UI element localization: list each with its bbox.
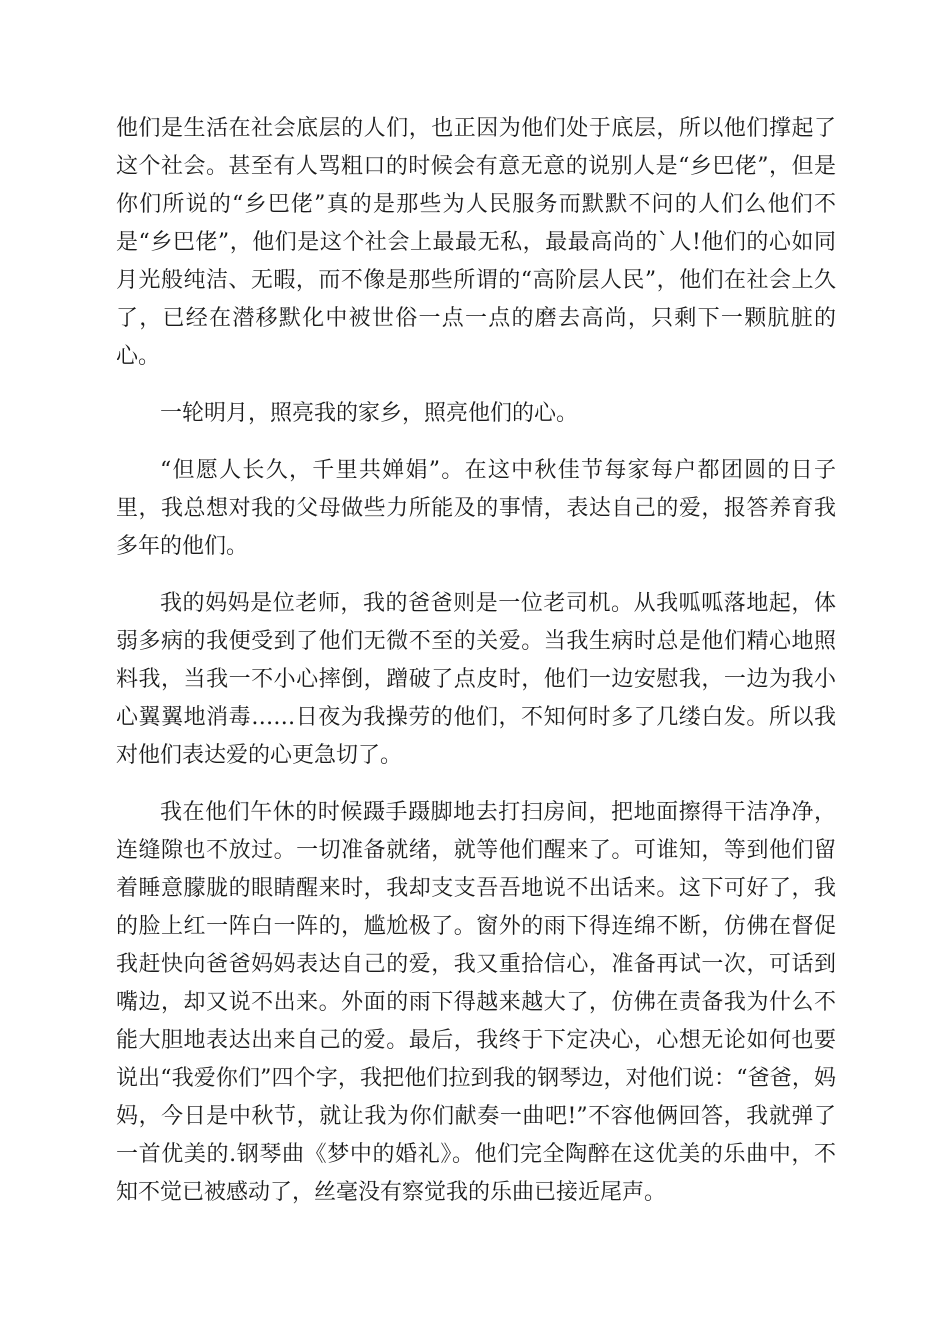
document-body [116,110,836,1231]
paragraph-2: 一轮明月，照亮我的家乡，照亮他们的心。 [160,401,579,426]
paragraph-5: 我在他们午休的时候蹑手蹑脚地去打扫房间，把地面擦得干洁净净，连缝隙也不放过。一切准备就绪，就等他们醒来了。可谁知，等到他们留着睡意朦胧的眼睛醒来时，我却支支吾吾地说不出话来。这下可好了，我的脸上红一阵白一阵的，尴尬极了。窗外的雨下得连绵不断，仿佛在督促我赶快向爸爸妈妈表达自己的爱，我又重拾信心，准备再试一次，可话到嘴边，却又说不出来。外面的雨下得越来越大了，仿佛在责备我为什么不能大胆地表达出来自己的爱。最后，我终于下定决心，心想无论如何也要说出“我爱你们”四个字，我把他们拉到我的钢琴边，对他们说：“爸爸，妈妈，今日是中秋节，就让我为你们献奏一曲吧!”不容他俩回答，我就弹了一首优美的.钢琴曲《梦中的婚礼》。他们完全陶醉在这优美的乐曲中，不知不觉已被感动了，丝毫没有察觉我的乐曲已接近尾声。 [116,800,836,1205]
paragraph-3: “但愿人长久，千里共婵娟”。在这中秋佳节每家每户都团圆的日子里，我总想对我的父母做些力所能及的事情，表达自己的爱，报答养育我多年的他们。 [116,458,836,559]
paragraph-1: 他们是生活在社会底层的人们，也正因为他们处于底层，所以他们撑起了这个社会。甚至有人骂粗口的时候会有意无意的说别人是“乡巴佬”，但是你们所说的“乡巴佬”真的是那些为人民服务而默默不问的人们么他们不是“乡巴佬”，他们是这个社会上最最无私，最最高尚的`人!他们的心如同月光般纯洁、无暇，而不像是那些所谓的“高阶层人民”，他们在社会上久了，已经在潜移默化中被世俗一点一点的磨去高尚，只剩下一颗肮脏的心。 [116,116,836,369]
paragraph-4: 我的妈妈是位老师，我的爸爸则是一位老司机。从我呱呱落地起，体弱多病的我便受到了他们无微不至的关爱。当我生病时总是他们精心地照料我，当我一不小心摔倒，蹭破了点皮时，他们一边安慰我，一边为我小心翼翼地消毒……日夜为我操劳的他们，不知何时多了几缕白发。所以我对他们表达爱的心更急切了。 [116,591,836,768]
